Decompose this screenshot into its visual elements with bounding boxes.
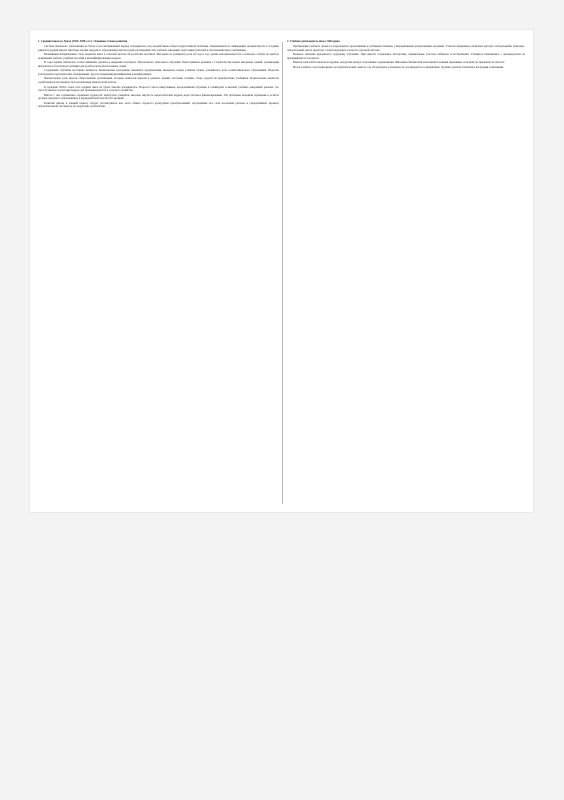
paragraph: Система школьного образования на Урале в рассматриваемый период складывалась под воздействием общегосударственной политики, направленной на ликвидацию неграмотности и создание единой трудовой школы. Местные органы народного образования решали задачи расширения сети учебных заведений, подготовки учителей и обеспечения школ учебниками. <box>38 45 279 52</box>
paragraph: К середине 1930-х годов сеть средних школ на Урале заметно расширилась. Возросло число выпускников, продолжавших обучение в техникумах и высших учебных заведениях региона, что способствовало подготовке кадров для промышленности и сельского хозяйства. <box>38 85 279 93</box>
column-divider <box>282 42 283 504</box>
paragraph: Внеклассная работа включала кружки, экскурсии, вечера, спортивные соревнования. Школьные библиотеки пополнялись новыми изданиями, хотя книг по-прежнему не хватало. <box>293 61 505 65</box>
paragraph: Большое значение придавалось трудовому обучению. При школах создавались мастерские, пришкольные участки, кабинеты естествознания. Учащиеся знакомились с производством на предприятиях и в колхозах. <box>287 53 525 60</box>
paragraph: Содержание обучения постоянно менялось. Комплексные программы сменялись предметными, вводились новые учебные планы, усиливалась роль политехнического образования. Педагоги участвовали в методических объединениях, курсах повышения квалификации и конференциях. <box>38 69 279 76</box>
right-column <box>287 40 525 300</box>
paragraph: Развитие школы в данный период следует рассматривать как часть общего процесса культурных преобразований, затронувших все слои населения региона и определивших характер образовательной системы на последующие десятилетия. <box>38 101 279 109</box>
right-paragraphs <box>287 45 525 69</box>
paragraph: В годы первых пятилеток особое внимание уделялось введению всеобщего обязательного начального обучения. Были приняты решения о строительстве новых школьных зданий, организации интернатов и бесплатного питания для детей из малообеспеченных семей. <box>38 61 279 68</box>
paragraph: Значительную роль играли общественные организации, которые помогали школам в ремонте зданий, заготовке топлива, сборе средств на приобретение учебников. Родительские комитеты содействовали посещаемости и организации внеклассной работы. <box>38 77 279 84</box>
right-heading: 2. Учебная деятельность школ. Методика <box>287 40 340 43</box>
paragraph: Вместе с тем сохранялись серьёзные трудности: перегрузка учащихся, высокая текучесть педагогических кадров, недостаточное финансирование. Эти проблемы находили отражение в отчётах органов народного образования и в периодической печати того времени. <box>38 93 279 101</box>
left-heading: 1. Средняя школа в Урале (1920–1930-е гг.). Основные этапы развития <box>38 40 128 43</box>
paragraph: Организация учебного процесса определялась программами и учебными планами, утверждёнными центральными органами. Учителя применяли различные методы: лабораторный, бригадно-лабораторный, метод проектов, а затем вернулись к классно-урочной системе. <box>287 45 525 52</box>
left-paragraphs <box>38 45 279 109</box>
paragraph: Важнейшим направлением стало открытие школ в сельской местности и рабочих посёлках. Численность учащихся росла из года в год, однако материальная база оставалась слабой, не хватало помещений, мебели, учебных пособий и квалифицированных кадров. <box>38 53 279 60</box>
document-page <box>30 30 533 512</box>
left-column <box>38 40 279 506</box>
paragraph: Итоги учебного года подводились на педагогических советах, где обсуждались успеваемость, посещаемость и дисциплина. Лучшие учителя отмечались наградами и премиями. <box>293 65 504 69</box>
